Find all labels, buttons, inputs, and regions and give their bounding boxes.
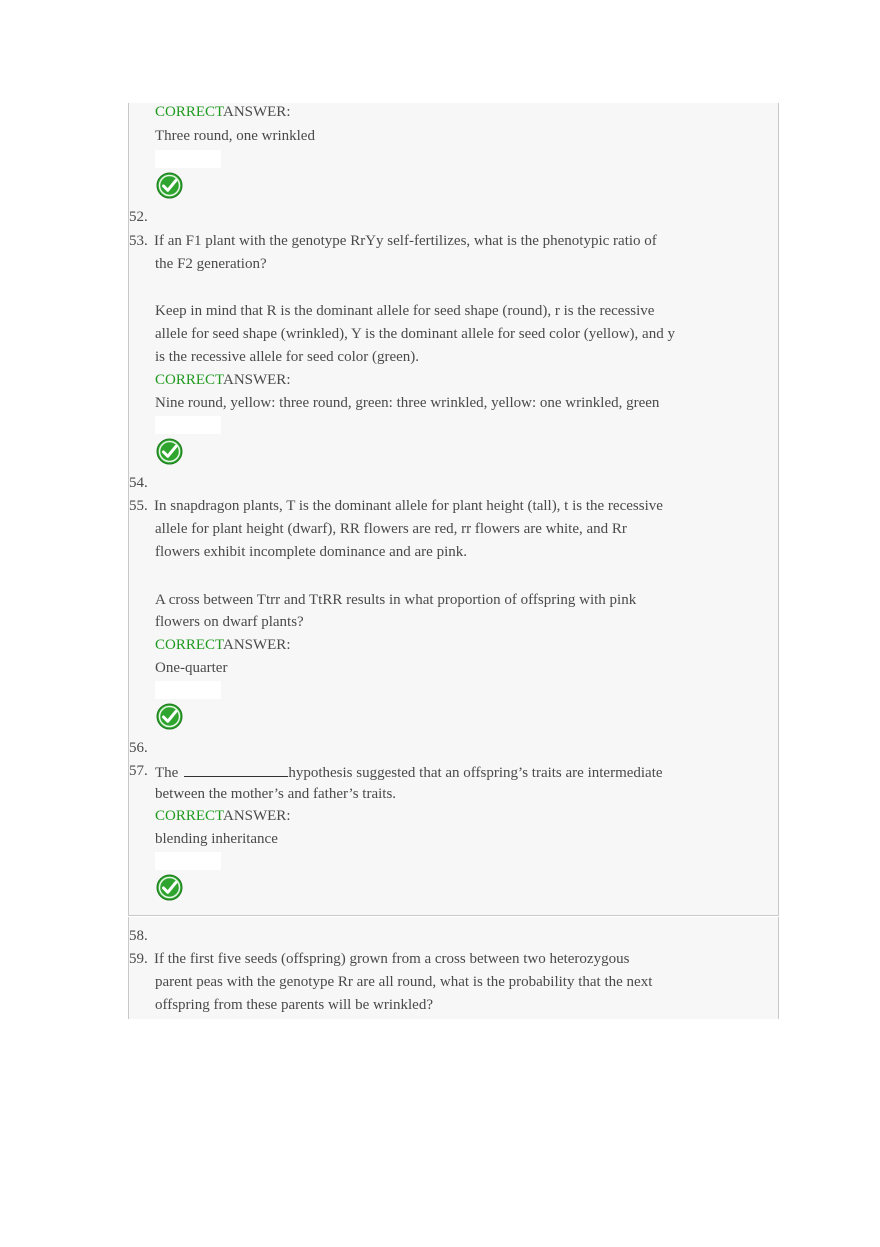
answer-blank	[155, 150, 221, 168]
answer-text-53: Nine round, yellow: three round, green: three wrinkled, yellow: one wrinkled, green	[155, 395, 660, 411]
question-text-59: If the first five seeds (offspring) grown from a cross between two heterozygous	[154, 951, 630, 967]
question-number-53: 53.	[129, 233, 148, 249]
question-text-55: flowers on dwarf plants?	[155, 614, 304, 630]
correct-check-icon	[156, 172, 183, 199]
question-text-53: Keep in mind that R is the dominant allele for seed shape (round), r is the recessive	[155, 303, 655, 319]
question-text-53: the F2 generation?	[155, 256, 267, 272]
answer-blank	[155, 416, 221, 434]
question-text-57: between the mother’s and father’s traits.	[155, 786, 397, 802]
correct-answer-label: CORRECTANSWER:	[155, 637, 291, 653]
question-text-53: is the recessive allele for seed color (green).	[155, 349, 420, 365]
question-number-56: 56.	[129, 740, 148, 756]
answer-text-57: blending inheritance	[155, 831, 278, 847]
correct-check-icon	[156, 703, 183, 730]
question-number-59: 59.	[129, 951, 148, 967]
question-text-57: The hypothesis suggested that an offspring’s traits are intermediate	[155, 762, 663, 782]
question-text-53: If an F1 plant with the genotype RrYy self-fertilizes, what is the phenotypic ratio of	[154, 233, 657, 249]
question-number-52: 52.	[129, 209, 148, 225]
question-number-58: 58.	[129, 928, 148, 944]
correct-answer-label: CORRECTANSWER:	[155, 808, 291, 824]
answer-text-55: One-quarter	[155, 660, 228, 676]
answer-blank	[155, 852, 221, 870]
question-text-55: A cross between Ttrr and TtRR results in what proportion of offspring with pink	[155, 592, 637, 608]
correct-check-icon	[156, 874, 183, 901]
question-text-55: allele for plant height (dwarf), RR flowers are red, rr flowers are white, and Rr	[155, 521, 627, 537]
answer-text-51: Three round, one wrinkled	[155, 128, 315, 144]
fill-in-blank	[184, 762, 288, 777]
question-number-57: 57.	[129, 763, 148, 779]
question-text-59: offspring from these parents will be wrinkled?	[155, 997, 433, 1013]
question-number-55: 55.	[129, 498, 148, 514]
correct-answer-label: CORRECTANSWER:	[155, 104, 291, 120]
question-text-59: parent peas with the genotype Rr are all round, what is the probability that the next	[155, 974, 653, 990]
question-text-55: flowers exhibit incomplete dominance and are pink.	[155, 544, 467, 560]
correct-check-icon	[156, 438, 183, 465]
question-number-54: 54.	[129, 475, 148, 491]
question-text-53: allele for seed shape (wrinkled), Y is the dominant allele for seed color (yellow), and y	[155, 326, 675, 342]
correct-answer-label: CORRECTANSWER:	[155, 372, 291, 388]
question-text-55: In snapdragon plants, T is the dominant allele for plant height (tall), t is the recessive	[154, 498, 663, 514]
answer-blank	[155, 681, 221, 699]
